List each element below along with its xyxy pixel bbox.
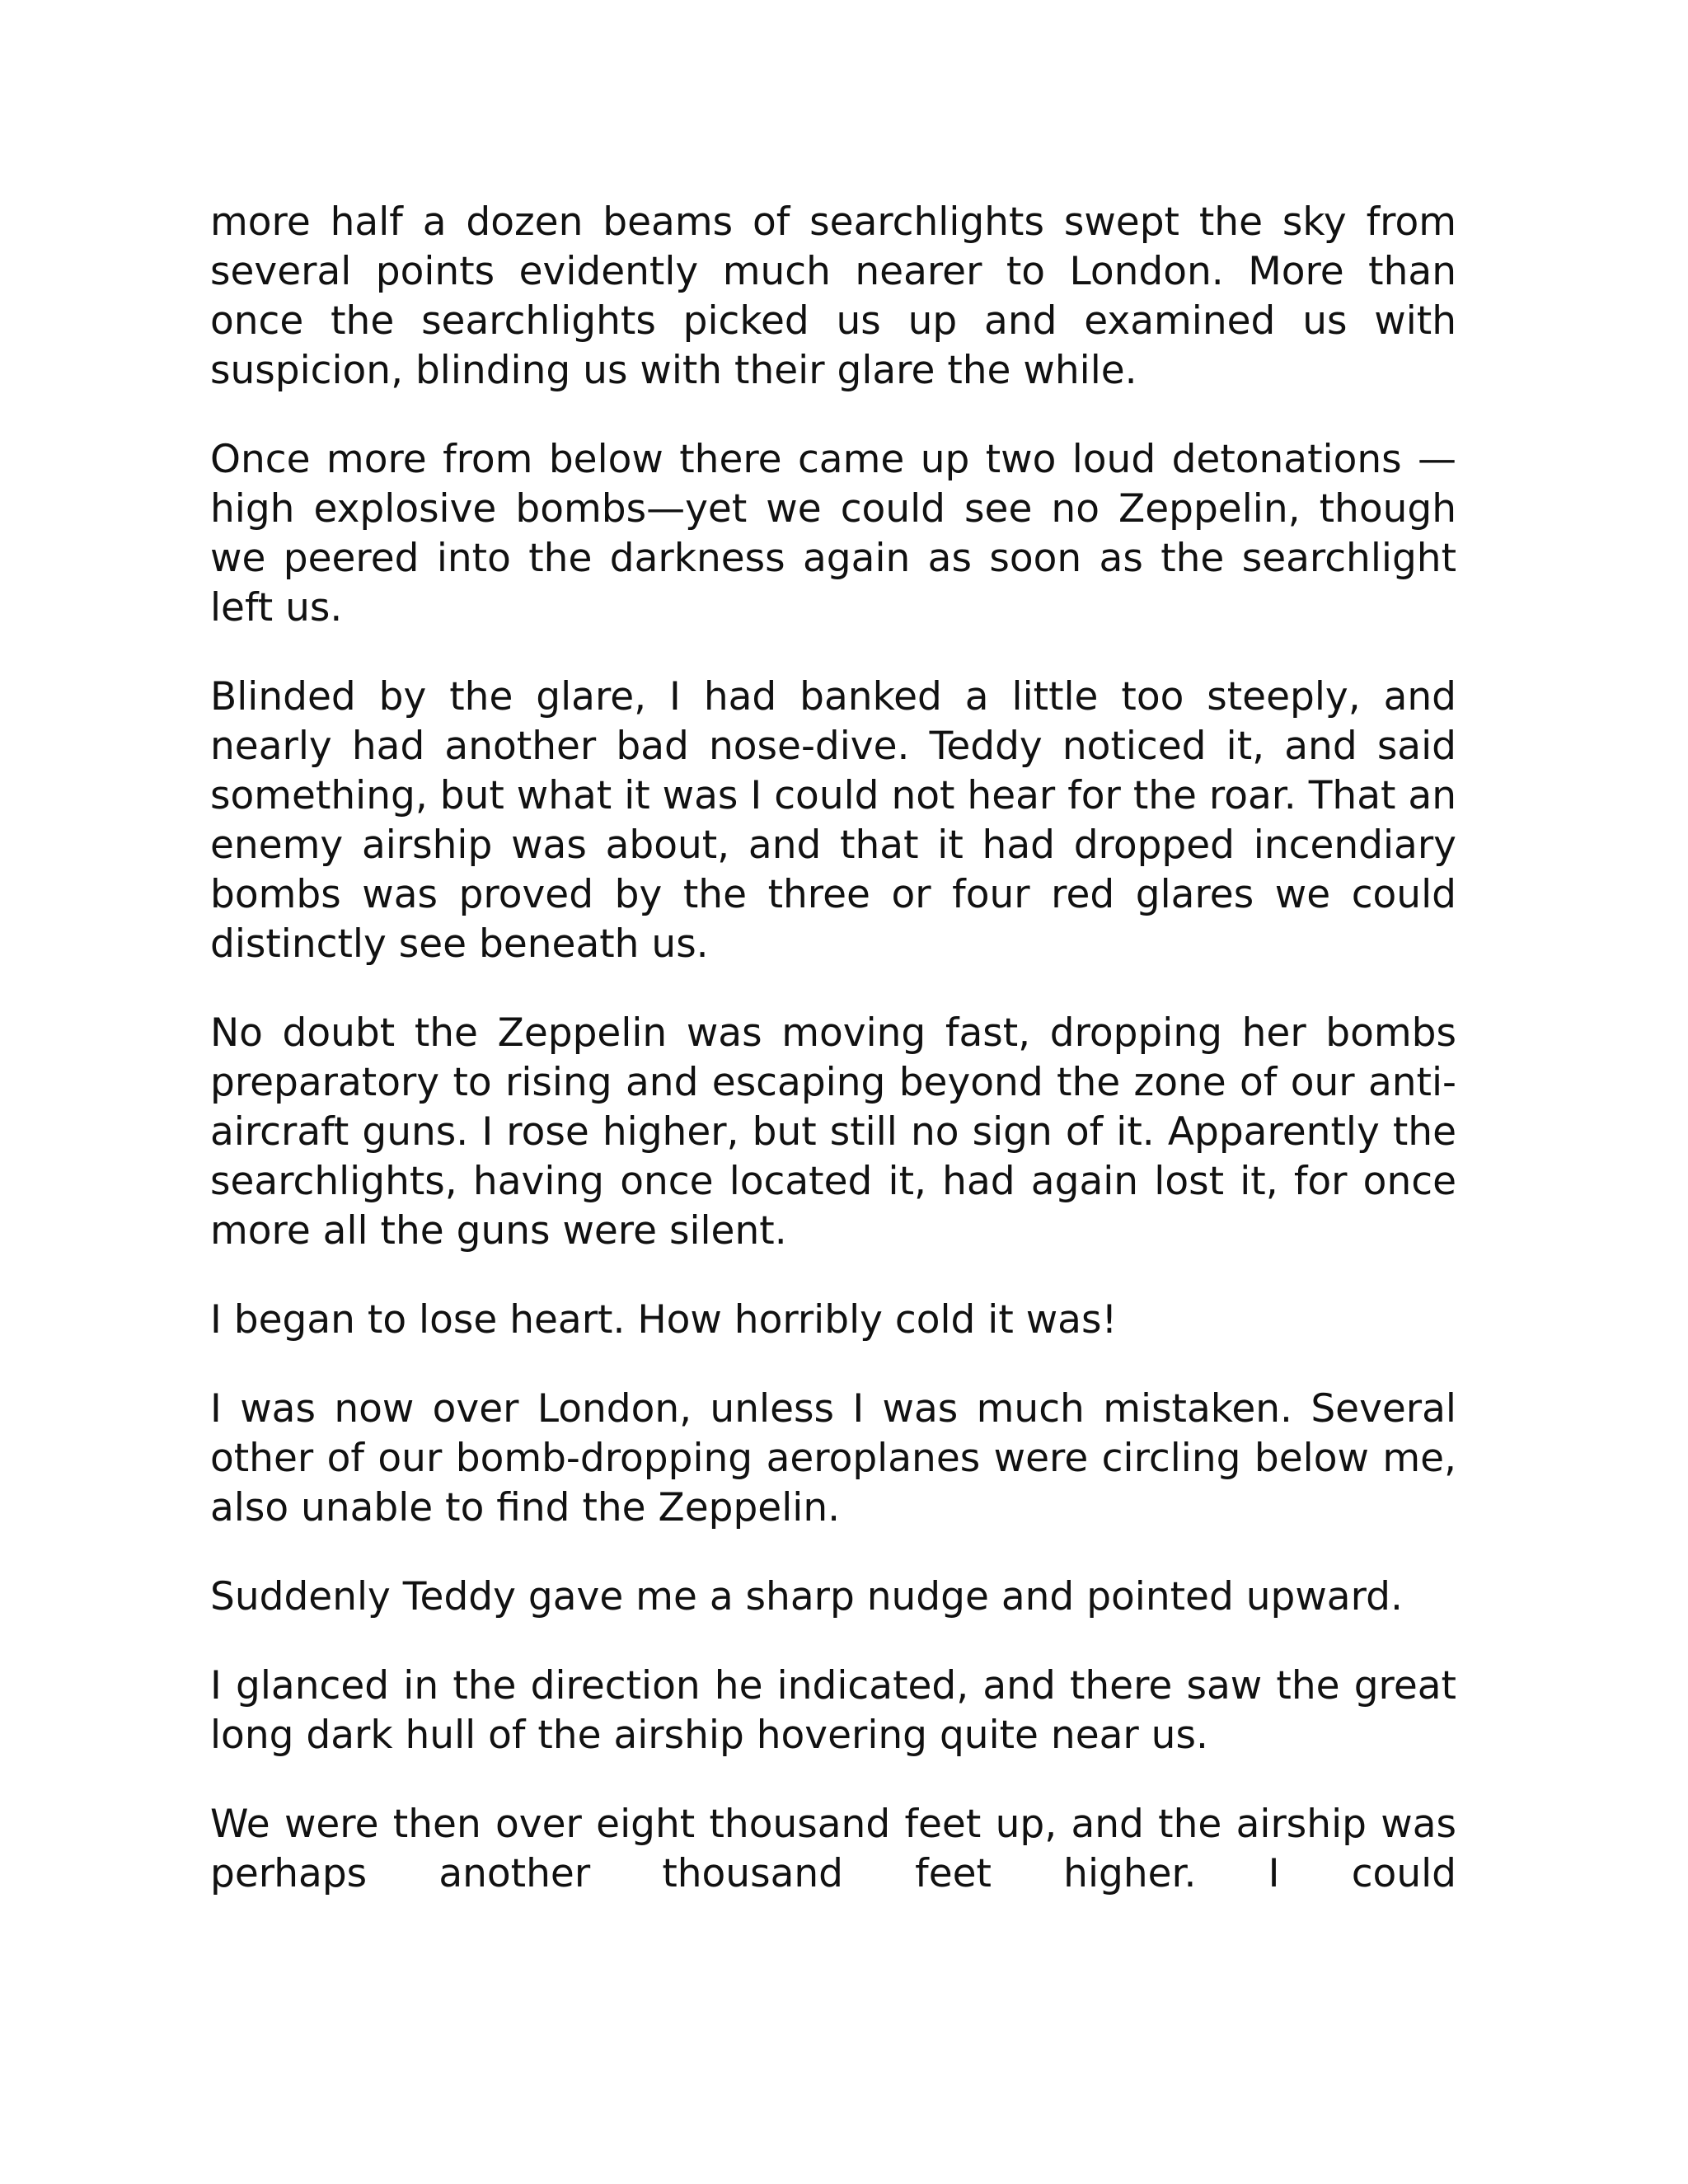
paragraph-4: No doubt the Zeppelin was moving fast, dropping her bombs preparatory to rising and escaping beyond the zone of our anti-aircraft guns. I rose higher, but still no sign of it. Apparently the searchlights, having once located it, had again lost it, for once more all the guns were silent. xyxy=(210,1010,1456,1254)
page-body xyxy=(210,198,1456,1899)
paragraph-5: I began to lose heart. How horribly cold it was! xyxy=(210,1297,1118,1343)
paragraph-2: Once more from below there came up two loud detonations —high explosive bombs—yet we could see no Zeppelin, though we peered into the darkness again as soon as the searchlight left us. xyxy=(210,437,1456,630)
paragraph-1: more half a dozen beams of searchlights swept the sky from several points evidently much nearer to London. More than once the searchlights picked us up and examined us with suspicion, blinding us with their glare the while. xyxy=(210,199,1456,393)
paragraph-3: Blinded by the glare, I had banked a little too steeply, and nearly had another bad nose-dive. Teddy noticed it, and said something, but what it was I could not hear for the roar. That an enemy airship was about, and that it had dropped incendiary bombs was proved by the three or four red glares we could distinctly see beneath us. xyxy=(210,674,1456,967)
paragraph-7: Suddenly Teddy gave me a sharp nudge and pointed upward. xyxy=(210,1574,1403,1619)
paragraph-8: I glanced in the direction he indicated, and there saw the great long dark hull of the airship hovering quite near us. xyxy=(210,1663,1456,1758)
paragraph-9: We were then over eight thousand feet up, and the airship was perhaps another thousand feet higher. I could xyxy=(210,1802,1456,1896)
paragraph-6: I was now over London, unless I was much mistaken. Several other of our bomb-dropping aeroplanes were circling below me, also unable to find the Zeppelin. xyxy=(210,1386,1456,1530)
